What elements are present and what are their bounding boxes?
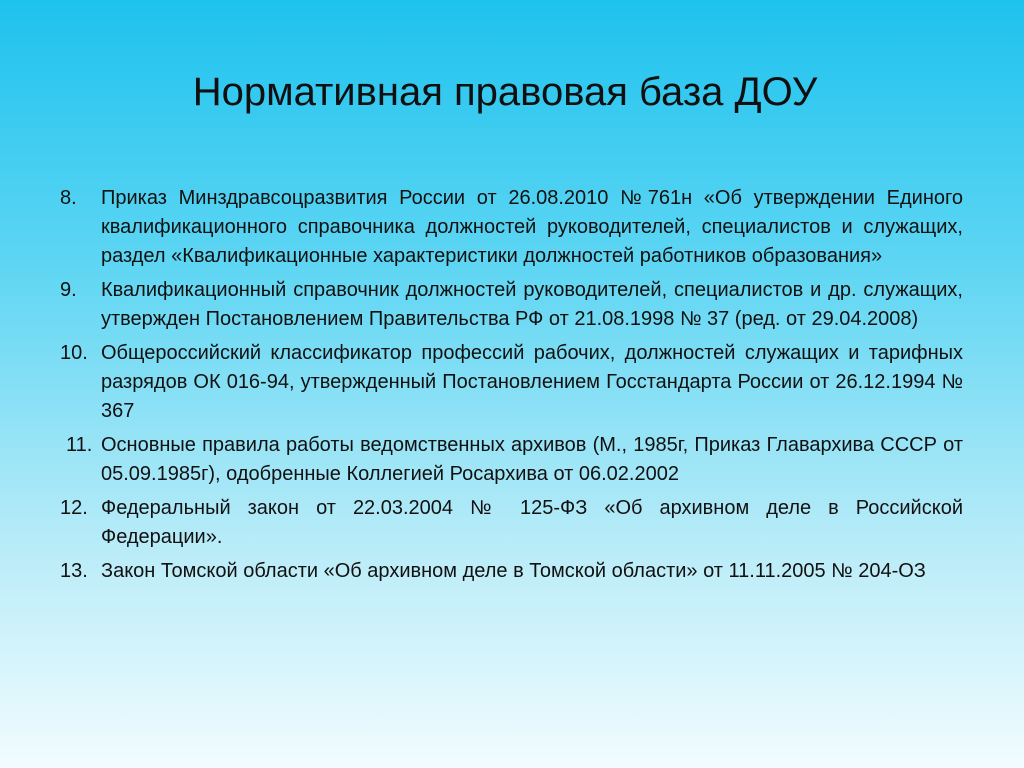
list-item: [60, 431, 963, 489]
regulations-list: [60, 184, 963, 591]
item-text: Квалификационный справочник должностей руководителей, специалистов и др. служащих, утвержден Постановлением Правительства РФ от 21.08.1998 № 37 (ред. от 29.04.2008): [101, 279, 963, 330]
item-number: 10.: [60, 342, 88, 364]
list-item: [60, 494, 963, 552]
list-item: [60, 339, 963, 426]
item-number: 12.: [60, 497, 88, 519]
item-number: 9.: [60, 279, 77, 301]
item-text: Федеральный закон от 22.03.2004 № 125-ФЗ «Об архивном деле в Российской Федерации».: [101, 497, 963, 548]
item-number: 8.: [60, 187, 77, 209]
list-item: [60, 184, 963, 271]
list-item: [60, 557, 963, 586]
item-number: 11.: [66, 434, 93, 456]
item-text: Общероссийский классификатор профессий рабочих, должностей служащих и тарифных разрядов ОК 016-94, утвержденный Постановлением Госстандарта России от 26.12.1994 № 367: [101, 342, 963, 422]
item-text: Закон Томской области «Об архивном деле в Томской области» от 11.11.2005 № 204-ОЗ: [101, 560, 926, 582]
list-item: [60, 276, 963, 334]
item-text: Основные правила работы ведомственных архивов (М., 1985г, Приказ Главархива СССР от 05.09.1985г), одобренные Коллегией Росархива от 06.02.2002: [101, 434, 963, 485]
item-text: Приказ Минздравсоцразвития России от 26.08.2010 №761н «Об утверждении Единого квалификационного справочника должностей руководителей, специалистов и служащих, раздел «Квалификационные характеристики должностей работников образования»: [101, 187, 963, 267]
item-number: 13.: [60, 560, 88, 582]
slide-title: Нормативная правовая база ДОУ: [192, 70, 818, 114]
